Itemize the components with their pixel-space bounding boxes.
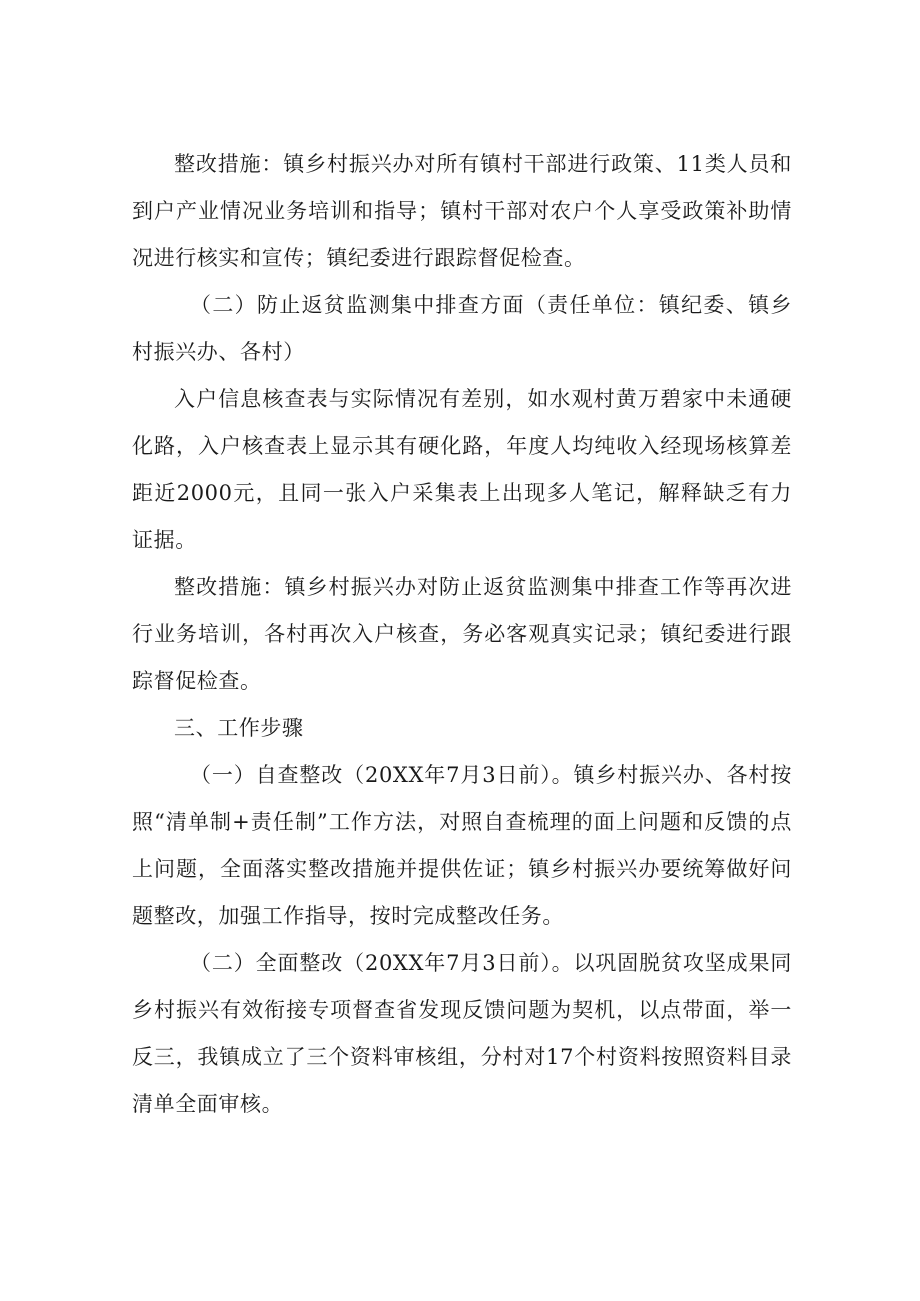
paragraph-self-check-rectification: （一）自查整改（20XX年7月3日前）。镇乡村振兴办、各村按照“清单制+责任制”工作方法，对照自查梳理的面上问题和反馈的点上问题，全面落实整改措施并提供佐证；镇乡村振兴办要统筹做好问题整改，加强工作指导，按时完成整改任务。 [132,763,792,928]
paragraph-full-rectification: （二）全面整改（20XX年7月3日前）。以巩固脱贫攻坚成果同乡村振兴有效衔接专项督查省发现反馈问题为契机，以点带面，举一反三，我镇成立了三个资料审核组，分村对17个村资料按照资料目录清单全面审核。 [132,951,792,1116]
paragraph-rectification-measures-1: 整改措施：镇乡村振兴办对所有镇村干部进行政策、11类人员和到户产业情况业务培训和指导；镇村干部对农户个人享受政策补助情况进行核实和宣传；镇纪委进行跟踪督促检查。 [132,152,792,270]
paragraph-household-check-issue: 入户信息核查表与实际情况有差别，如水观村黄万碧家中未通硬化路，入户核查表上显示其有硬化路，年度人均纯收入经现场核算差距近2000元，且同一张入户采集表上出现多人笔记，解释缺乏有力证据。 [132,387,792,552]
paragraph-rectification-measures-2: 整改措施：镇乡村振兴办对防止返贫监测集中排查工作等再次进行业务培训，各村再次入户核查，务必客观真实记录；镇纪委进行跟踪督促检查。 [132,575,792,693]
paragraph-work-steps-heading: 三、工作步骤 [174,716,304,740]
document-page [132,141,792,1128]
paragraph-section-2-heading: （二）防止返贫监测集中排查方面（责任单位：镇纪委、镇乡村振兴办、各村） [132,293,792,364]
